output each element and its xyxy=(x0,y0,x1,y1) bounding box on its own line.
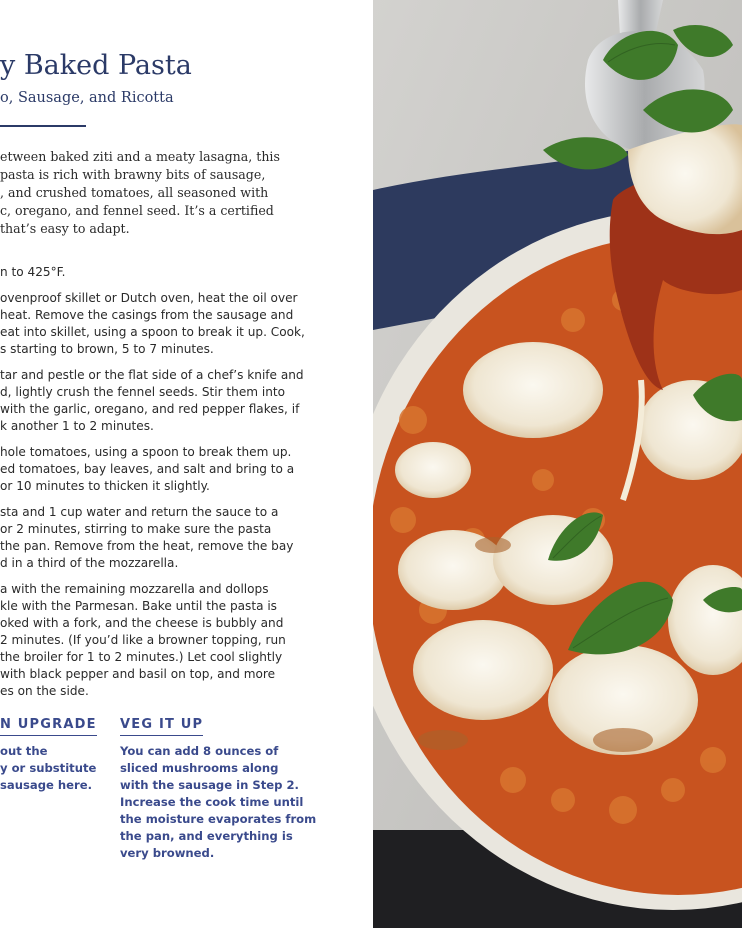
veg-tip xyxy=(120,743,316,862)
pasta-illustration xyxy=(373,0,742,928)
baked-pasta-skillet-photo xyxy=(373,0,742,928)
title-divider xyxy=(0,125,86,127)
text-line: y or substitute xyxy=(0,761,97,775)
text-line: s starting to brown, 5 to 7 minutes. xyxy=(0,342,214,356)
text-line: ed tomatoes, bay leaves, and salt and bring to a xyxy=(0,462,295,476)
text-line: or 10 minutes to thicken it slightly. xyxy=(0,479,210,493)
text-line: es on the side. xyxy=(0,684,89,698)
text-line: the broiler for 1 to 2 minutes.) Let cool slightly xyxy=(0,650,283,664)
text-line: eat into skillet, using a spoon to break it up. Cook, xyxy=(0,325,305,339)
text-line: k another 1 to 2 minutes. xyxy=(0,419,154,433)
text-line: out the xyxy=(0,744,48,758)
text-line: oked with a fork, and the cheese is bubbly and xyxy=(0,616,284,630)
text-line: sausage here. xyxy=(0,778,93,792)
text-line: d in a third of the mozzarella. xyxy=(0,556,179,570)
recipe-step xyxy=(0,581,300,700)
text-line: the pan. Remove from the heat, remove the bay xyxy=(0,539,294,553)
recipe-step xyxy=(0,444,300,495)
text-line: Increase the cook time until xyxy=(120,795,304,809)
text-line: ovenproof skillet or Dutch oven, heat the oil over xyxy=(0,291,298,305)
text-line: hole tomatoes, using a spoon to break them up. xyxy=(0,445,292,459)
text-line: 2 minutes. (If you’d like a browner topping, run xyxy=(0,633,286,647)
text-line: , and crushed tomatoes, all seasoned with xyxy=(0,185,269,201)
text-line: tar and pestle or the flat side of a chef’s knife and xyxy=(0,368,304,382)
veg-heading: VEG IT UP xyxy=(120,717,203,736)
text-line: or 2 minutes, stirring to make sure the pasta xyxy=(0,522,272,536)
upgrade-heading: N UPGRADE xyxy=(0,717,97,736)
upgrade-tip xyxy=(0,743,96,794)
text-line: with the garlic, oregano, and red pepper flakes, if xyxy=(0,402,300,416)
text-line: with black pepper and basil on top, and more xyxy=(0,667,276,681)
recipe-step xyxy=(0,290,305,358)
text-line: You can add 8 ounces of xyxy=(120,744,279,758)
text-line: kle with the Parmesan. Bake until the pasta is xyxy=(0,599,277,613)
recipe-steps xyxy=(0,264,305,709)
text-line: sliced mushrooms along xyxy=(120,761,279,775)
text-line: very browned. xyxy=(120,846,215,860)
recipe-step xyxy=(0,504,300,572)
text-line: a with the remaining mozzarella and dollops xyxy=(0,582,269,596)
recipe-intro xyxy=(0,148,290,238)
recipe-step xyxy=(0,264,300,281)
text-line: sta and 1 cup water and return the sauce to a xyxy=(0,505,279,519)
text-line: n to 425°F. xyxy=(0,265,66,279)
text-line: c, oregano, and fennel seed. It’s a certified xyxy=(0,203,274,219)
text-line: d, lightly crush the fennel seeds. Stir them into xyxy=(0,385,286,399)
recipe-subtitle: o, Sausage, and Ricotta xyxy=(0,90,174,106)
text-line: the pan, and everything is xyxy=(120,829,293,843)
text-line: heat. Remove the casings from the sausage and xyxy=(0,308,294,322)
text-line: pasta is rich with brawny bits of sausage, xyxy=(0,167,266,183)
text-line: etween baked ziti and a meaty lasagna, this xyxy=(0,149,280,164)
text-line: that’s easy to adapt. xyxy=(0,221,130,237)
text-line: the moisture evaporates from xyxy=(120,812,317,826)
text-line: with the sausage in Step 2. xyxy=(120,778,299,792)
recipe-step xyxy=(0,367,304,435)
recipe-title: y Baked Pasta xyxy=(0,50,192,81)
